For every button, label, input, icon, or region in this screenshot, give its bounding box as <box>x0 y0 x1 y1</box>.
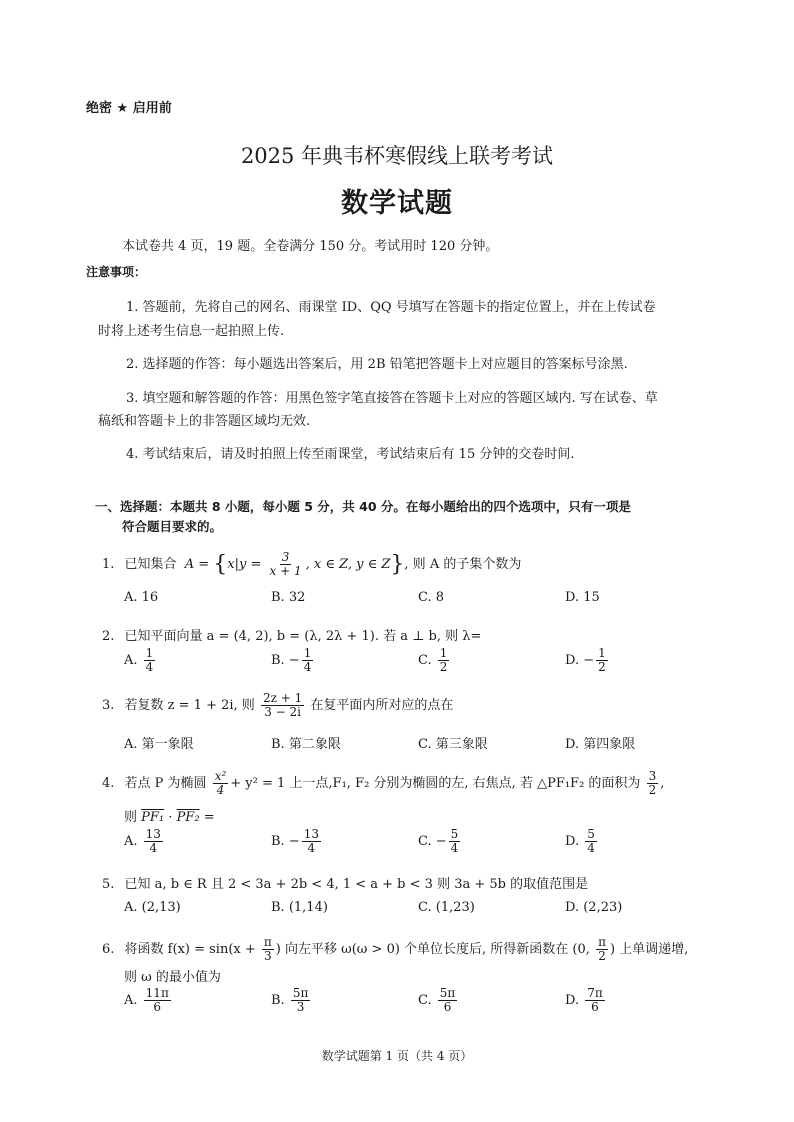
q6-option-b[interactable] <box>271 987 312 1014</box>
option-num: 13 <box>145 827 161 841</box>
q3-option-a[interactable]: A. 第一象限 <box>124 737 194 752</box>
question-6-stem <box>102 936 688 963</box>
page-footer: 数学试题第 1 页（共 4 页） <box>321 1049 473 1063</box>
q3-option-c[interactable]: C. 第三象限 <box>418 737 488 752</box>
q5-option-a[interactable]: A. (2,13) <box>124 900 181 915</box>
question-3-stem <box>102 692 453 719</box>
question-6-line2: 则 ω 的最小值为 <box>124 970 221 985</box>
q1-option-d[interactable]: D. 15 <box>565 590 600 605</box>
option-label: C. <box>418 993 432 1008</box>
option-label: D. <box>565 834 580 849</box>
q6-mid: ) 向左平移 ω(ω > 0) 个单位长度后, 所得新函数在 (0, <box>275 942 590 957</box>
option-num: 5π <box>439 986 456 1000</box>
option-sign: − <box>288 653 300 668</box>
q5-text: 已知 a, b ∈ R 且 2 < 3a + 2b < 4, 1 < a + b < 3 则 3a + 5b 的取值范围是 <box>124 877 589 892</box>
q1-set-right: , x ∈ Z, y ∈ Z <box>305 557 391 572</box>
option-num: 5 <box>587 827 595 841</box>
q4-dot: · <box>168 810 173 825</box>
question-number: 6. <box>102 942 115 957</box>
q6-f1-den: 3 <box>264 949 272 963</box>
q2-option-d[interactable] <box>565 647 610 674</box>
q1-option-a[interactable]: A. 16 <box>124 590 159 605</box>
q4-option-d[interactable] <box>565 828 599 855</box>
question-5-stem <box>102 873 588 892</box>
option-label: A. <box>124 834 138 849</box>
option-num: 1 <box>303 646 312 660</box>
q1-option-c[interactable]: C. 8 <box>418 590 445 605</box>
q4-vector-pf2: PF₂ <box>176 810 200 825</box>
q1-frac-den: x + 1 <box>269 564 302 578</box>
q3-suffix: 在复平面内所对应的点在 <box>310 698 454 713</box>
q4-vector-pf1: PF₁ <box>141 810 165 825</box>
q3-frac-den: 3 − 2i <box>264 705 301 719</box>
q5-option-d[interactable]: D. (2,23) <box>565 900 623 915</box>
note-1-line2: 时将上述考生信息一起拍照上传. <box>98 324 285 339</box>
q6-suffix: ) 上单调递增, <box>609 942 689 957</box>
option-den: 4 <box>145 660 154 674</box>
q4-ell-den: 4 <box>216 783 225 797</box>
q3-option-d[interactable]: D. 第四象限 <box>565 737 636 752</box>
q4-area-den: 2 <box>648 783 657 797</box>
exam-title: 2025 年典韦杯寒假线上联考考试 <box>240 144 554 168</box>
option-sign: − <box>288 834 300 849</box>
q4-area-fraction <box>647 770 659 797</box>
q6-option-a[interactable] <box>124 987 173 1014</box>
option-label: A. <box>124 653 138 668</box>
option-den: 4 <box>149 841 158 855</box>
q4-ellipse-fraction <box>213 770 229 797</box>
question-number: 2. <box>102 629 115 644</box>
q2-text: 已知平面向量 a = (4, 2), b = (λ, 2λ + 1). 若 a ⊥ b, 则 λ= <box>124 629 482 644</box>
option-label: C. <box>418 653 432 668</box>
q4-option-c[interactable] <box>418 828 462 855</box>
q1-suffix: , 则 A 的子集个数为 <box>404 557 522 572</box>
q4-tail: , <box>660 776 665 791</box>
option-label: B. <box>271 834 285 849</box>
q2-option-b[interactable] <box>271 647 315 674</box>
q1-frac-num: 3 <box>281 550 290 564</box>
question-number: 3. <box>102 698 115 713</box>
option-num: 7π <box>587 986 603 1000</box>
option-label: C. <box>418 834 432 849</box>
q4-option-a[interactable] <box>124 828 165 855</box>
option-num: 1 <box>439 646 448 660</box>
option-label: D. <box>565 993 580 1008</box>
option-label: D. <box>565 653 580 668</box>
subject-title: 数学试题 <box>341 188 453 219</box>
q5-option-b[interactable]: B. (1,14) <box>271 900 328 915</box>
section-1-heading-line2: 符合题目要求的。 <box>122 519 223 534</box>
option-den: 6 <box>153 1000 162 1014</box>
q1-fraction <box>268 551 304 578</box>
q4-option-b[interactable] <box>271 828 323 855</box>
q4-mid: + y² = 1 上一点,F₁, F₂ 分别为椭圆的左, 右焦点, 若 △PF₁F₂ 的面积为 <box>230 776 641 791</box>
question-number: 5. <box>102 877 115 892</box>
option-den: 4 <box>450 841 459 855</box>
q4-area-num: 3 <box>648 769 657 783</box>
option-den: 4 <box>303 660 312 674</box>
q6-f1-num: π <box>263 935 272 949</box>
q3-prefix: 若复数 z = 1 + 2i, 则 <box>124 698 255 713</box>
q6-option-d[interactable] <box>565 987 607 1014</box>
option-num: 1 <box>598 646 606 660</box>
q4-ell-num: x² <box>214 769 227 783</box>
option-label: B. <box>271 993 285 1008</box>
q6-f2-num: π <box>598 935 606 949</box>
q5-option-c[interactable]: C. (1,23) <box>418 900 475 915</box>
intro-text: 本试卷共 4 页，19 题。全卷满分 150 分。考试用时 120 分钟。 <box>122 239 499 254</box>
q2-option-c[interactable] <box>418 647 451 674</box>
q4-line2-suffix: = <box>203 810 215 825</box>
question-4-stem <box>102 770 664 797</box>
option-label: B. <box>271 653 285 668</box>
section-1-heading-line1: 一、选择题：本题共 8 小题，每小题 5 分，共 40 分。在每小题给出的四个选项中，只有一项是 <box>95 499 631 514</box>
option-num: 1 <box>145 646 154 660</box>
q2-option-a[interactable] <box>124 647 157 674</box>
q3-option-b[interactable]: B. 第二象限 <box>271 737 341 752</box>
q1-prefix: 已知集合 <box>124 557 177 572</box>
q6-prefix: 将函数 f(x) = sin(x + <box>124 942 256 957</box>
q1-option-b[interactable]: B. 32 <box>271 590 306 605</box>
option-num: 5π <box>292 986 309 1000</box>
question-number: 4. <box>102 776 115 791</box>
option-num: 5 <box>450 827 459 841</box>
q3-frac-num: 2z + 1 <box>262 691 303 705</box>
notes-heading: 注意事项： <box>86 265 147 279</box>
question-1-stem <box>102 551 521 578</box>
q6-f2-den: 2 <box>598 949 606 963</box>
option-den: 2 <box>439 660 448 674</box>
option-den: 6 <box>591 1000 599 1014</box>
question-number: 1. <box>102 557 115 572</box>
note-1-line1: 1. 答题前，先将自己的网名、雨课堂 ID、QQ 号填写在答题卡的指定位置上，并在上传试卷 <box>126 300 656 315</box>
question-2-stem <box>102 625 481 644</box>
option-den: 2 <box>598 660 606 674</box>
q1-set-left: x|y = <box>227 557 262 572</box>
q6-option-c[interactable] <box>418 987 459 1014</box>
option-label: A. <box>124 993 138 1008</box>
q6-fraction-2 <box>596 936 608 963</box>
q6-fraction-1 <box>262 936 274 963</box>
q4-line2-prefix: 则 <box>124 810 138 825</box>
note-4: 4. 考试结束后，请及时拍照上传至雨课堂，考试结束后有 15 分钟的交卷时间. <box>126 447 575 462</box>
secret-mark: 绝密 ★ 启用前 <box>86 101 172 116</box>
note-3-line2: 稿纸和答题卡上的非答题区域均无效. <box>98 414 311 429</box>
option-sign: − <box>435 834 447 849</box>
q1-set-var: A = <box>184 557 210 572</box>
option-den: 4 <box>307 841 316 855</box>
q3-fraction <box>261 692 304 719</box>
option-den: 3 <box>296 1000 305 1014</box>
q4-prefix: 若点 P 为椭圆 <box>124 776 207 791</box>
question-4-line2 <box>124 806 215 825</box>
note-2: 2. 选择题的作答：每小题选出答案后，用 2B 铅笔把答题卡上对应题目的答案标号涂黑. <box>126 357 628 372</box>
option-den: 4 <box>587 841 595 855</box>
option-num: 11π <box>145 986 169 1000</box>
option-num: 13 <box>303 827 320 841</box>
right-brace-icon: } <box>390 552 405 577</box>
note-3-line1: 3. 填空题和解答题的作答：用黑色签字笔直接答在答题卡上对应的答题区域内. 写在试卷、草 <box>126 391 658 406</box>
option-sign: − <box>583 653 595 668</box>
option-den: 6 <box>443 1000 452 1014</box>
left-brace-icon: { <box>213 552 228 577</box>
